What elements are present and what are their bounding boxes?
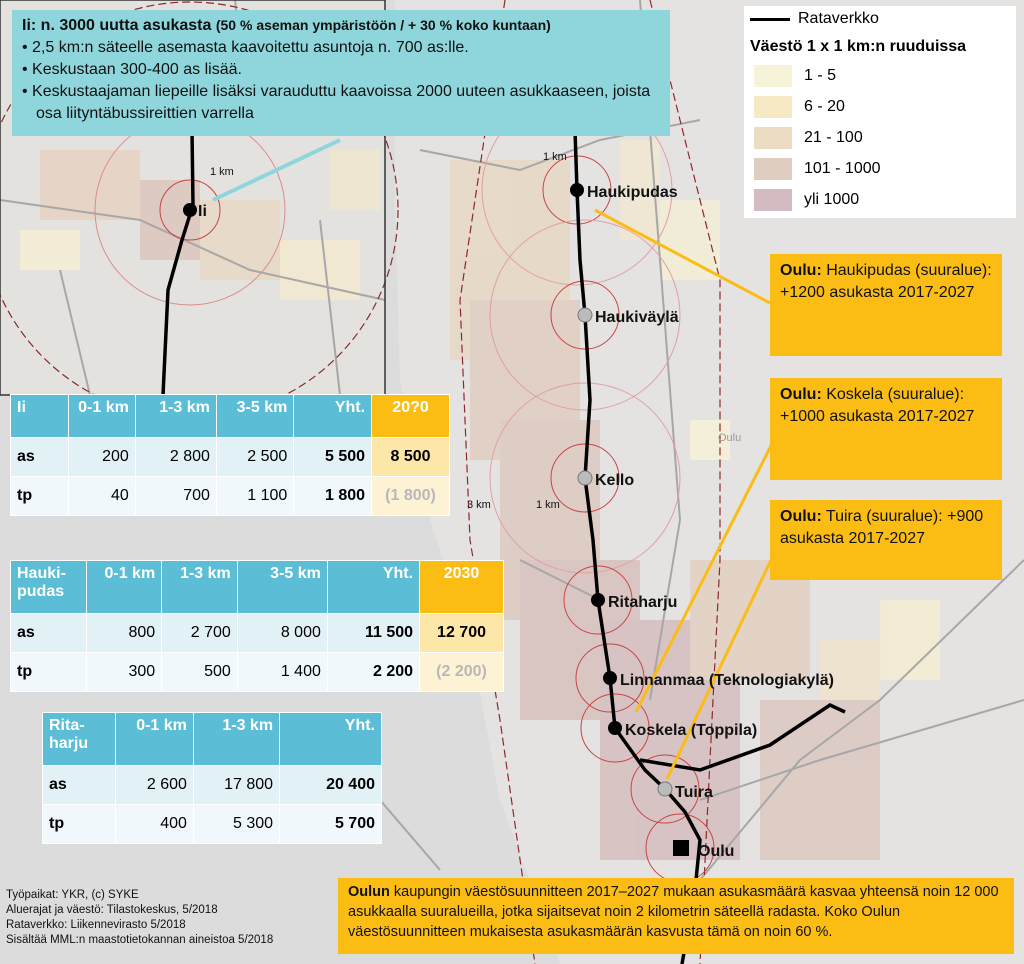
table-cell: 2 700 xyxy=(162,614,238,653)
table-row xyxy=(43,766,382,805)
callout-summary xyxy=(338,878,1014,954)
table-header-cell: 1-3 km xyxy=(135,395,216,438)
station-ritaharju xyxy=(591,593,605,607)
callout-haukipudas xyxy=(770,254,1002,356)
station-haukivayla xyxy=(578,308,592,322)
ii-info-box xyxy=(12,10,670,136)
table-cell: 1 800 xyxy=(294,477,372,516)
label-kello: Kello xyxy=(595,472,635,489)
table-row-label: tp xyxy=(11,477,69,516)
table-cell: 5 300 xyxy=(193,805,279,844)
table-row-label: as xyxy=(11,614,87,653)
table-header-cell: Yht. xyxy=(294,395,372,438)
callout-haukipudas-text: Haukipudas (suuralue): +1200 asukasta 2017-2027 xyxy=(780,262,992,301)
legend-class xyxy=(754,124,1010,151)
ii-info-title-note: (50 % aseman ympäristöön / + 30 % koko kuntaan) xyxy=(215,17,551,33)
legend-swatch xyxy=(754,65,792,87)
table-ritaharju xyxy=(42,712,382,844)
table-row-label: as xyxy=(11,438,69,477)
ii-info-title-row xyxy=(22,14,660,37)
legend-class xyxy=(754,62,1010,89)
label-1km-ii: 1 km xyxy=(210,166,234,178)
table-header-cell: Yht. xyxy=(327,561,419,614)
legend-class-label: 6 - 20 xyxy=(804,97,845,115)
callout-summary-bold: Oulun xyxy=(348,884,390,900)
callout-koskela xyxy=(770,378,1002,480)
label-haukipudas: Haukipudas xyxy=(587,184,678,201)
table-header-cell: 0-1 km xyxy=(86,561,162,614)
table-header-cell: 20?0 xyxy=(372,395,450,438)
table-header-row xyxy=(11,561,504,614)
label-haukivayla: Haukiväylä xyxy=(595,309,679,326)
label-linnanmaa: Linnanmaa (Teknologiakylä) xyxy=(620,672,834,689)
callout-tuira-bold: Oulu: xyxy=(780,508,822,525)
source-notes xyxy=(6,888,273,948)
table-cell: 11 500 xyxy=(327,614,419,653)
table-cell: 5 500 xyxy=(294,438,372,477)
table-cell: 800 xyxy=(86,614,162,653)
station-linnanmaa xyxy=(603,671,617,685)
table-cell: 300 xyxy=(86,653,162,692)
table-cell: 5 700 xyxy=(280,805,382,844)
station-koskela xyxy=(608,721,622,735)
table-cell: 8 000 xyxy=(237,614,327,653)
table-header-row xyxy=(43,713,382,766)
legend-class xyxy=(754,93,1010,120)
label-1km-haukipudas: 1 km xyxy=(543,151,567,163)
table-header-cell: 0-1 km xyxy=(115,713,193,766)
table-cell: (2 200) xyxy=(420,653,504,692)
label-oulu: Oulu xyxy=(698,843,735,860)
table-cell: 20 400 xyxy=(280,766,382,805)
ii-info-title: Ii: n. 3000 uutta asukasta xyxy=(22,17,212,34)
table-cell: (1 800) xyxy=(372,477,450,516)
table-cell: 1 400 xyxy=(237,653,327,692)
callout-koskela-text: Koskela (suuralue): +1000 asukasta 2017-2027 xyxy=(780,386,975,425)
table-cell: 500 xyxy=(162,653,238,692)
label-1km-main: 1 km xyxy=(536,499,560,511)
label-ii: Ii xyxy=(198,203,207,220)
callout-tuira-text: Tuira (suuralue): +900 asukasta 2017-2027 xyxy=(780,508,984,547)
label-ritaharju: Ritaharju xyxy=(608,594,678,611)
table-header-cell: Hauki- pudas xyxy=(11,561,87,614)
table-header-cell: 1-3 km xyxy=(162,561,238,614)
legend-swatch xyxy=(754,127,792,149)
table-header-cell: 3-5 km xyxy=(216,395,293,438)
table-cell: 40 xyxy=(69,477,135,516)
table-cell: 2 800 xyxy=(135,438,216,477)
legend xyxy=(744,6,1016,218)
legend-class-label: 1 - 5 xyxy=(804,66,837,84)
legend-swatch xyxy=(754,96,792,118)
table-cell: 400 xyxy=(115,805,193,844)
table-row xyxy=(11,614,504,653)
label-tuira: Tuira xyxy=(675,784,713,801)
callout-tuira xyxy=(770,500,1002,580)
ii-info-bullet: • Keskustaajaman liepeille lisäksi varauduttu kaavoissa 2000 uuteen asukkaaseen, joista osa liityntäbussireittien varrella xyxy=(22,81,660,125)
source-line: Rataverkko: Liikennevirasto 5/2018 xyxy=(6,919,186,931)
table-row-label: as xyxy=(43,766,116,805)
legend-title: Väestö 1 x 1 km:n ruuduissa xyxy=(750,38,967,55)
table-header-cell: 2030 xyxy=(420,561,504,614)
legend-class-label: yli 1000 xyxy=(804,190,860,208)
table-cell: 17 800 xyxy=(193,766,279,805)
table-header-cell: 0-1 km xyxy=(69,395,135,438)
table-row xyxy=(11,653,504,692)
station-kello xyxy=(578,471,592,485)
table-row xyxy=(11,438,450,477)
table-cell: 12 700 xyxy=(420,614,504,653)
table-row xyxy=(43,805,382,844)
table-row-label: tp xyxy=(11,653,87,692)
legend-class-label: 101 - 1000 xyxy=(804,159,881,177)
table-cell: 2 600 xyxy=(115,766,193,805)
table-cell: 2 200 xyxy=(327,653,419,692)
legend-railway xyxy=(750,10,1010,28)
station-oulu xyxy=(673,840,689,856)
table-header-cell: Yht. xyxy=(280,713,382,766)
callout-summary-text: kaupungin väestösuunnitteen 2017–2027 mukaan asukasmäärä kasvaa yhteensä noin 12 000 asukkaalla suuralueilla, jotka sijaitsevat noin 2 kilometrin säteellä radasta. Koko Oulun väestösuunnitteen mukaisesta asukasmäärän kasvusta tämä on noin 60 %. xyxy=(348,884,999,940)
table-header-cell: 1-3 km xyxy=(193,713,279,766)
station-ii xyxy=(183,203,197,217)
table-cell: 700 xyxy=(135,477,216,516)
ii-info-bullet: • Keskustaan 300-400 as lisää. xyxy=(22,59,660,81)
station-tuira xyxy=(658,782,672,796)
source-line: Työpaikat: YKR, (c) SYKE xyxy=(6,889,139,901)
label-koskela: Koskela (Toppila) xyxy=(625,722,758,739)
table-cell: 8 500 xyxy=(372,438,450,477)
legend-class xyxy=(754,186,1010,213)
table-header-cell: Rita- harju xyxy=(43,713,116,766)
ii-info-bullet: • 2,5 km:n säteelle asemasta kaavoitettu asuntoja n. 700 as:lle. xyxy=(22,37,660,59)
table-header-cell: Ii xyxy=(11,395,69,438)
legend-railway-label: Rataverkko xyxy=(798,10,879,27)
station-haukipudas xyxy=(570,183,584,197)
table-haukipudas xyxy=(10,560,504,692)
callout-haukipudas-bold: Oulu: xyxy=(780,262,822,279)
legend-swatch xyxy=(754,158,792,180)
table-cell: 1 100 xyxy=(216,477,293,516)
table-cell: 200 xyxy=(69,438,135,477)
legend-swatch xyxy=(754,189,792,211)
table-cell: 2 500 xyxy=(216,438,293,477)
callout-koskela-bold: Oulu: xyxy=(780,386,822,403)
table-header-cell: 3-5 km xyxy=(237,561,327,614)
label-3km: 3 km xyxy=(467,499,491,511)
label-oulu-faint: Oulu xyxy=(718,432,742,444)
table-header-row xyxy=(11,395,450,438)
table-ii xyxy=(10,394,450,516)
table-row xyxy=(11,477,450,516)
ii-info-bullets xyxy=(22,37,660,125)
source-line: Aluerajat ja väestö: Tilastokeskus, 5/2018 xyxy=(6,904,218,916)
railway-line-sample xyxy=(750,18,790,21)
legend-class-label: 21 - 100 xyxy=(804,128,863,146)
table-row-label: tp xyxy=(43,805,116,844)
legend-class xyxy=(754,155,1010,182)
source-line: Sisältää MML:n maastotietokannan aineistoa 5/2018 xyxy=(6,934,274,946)
